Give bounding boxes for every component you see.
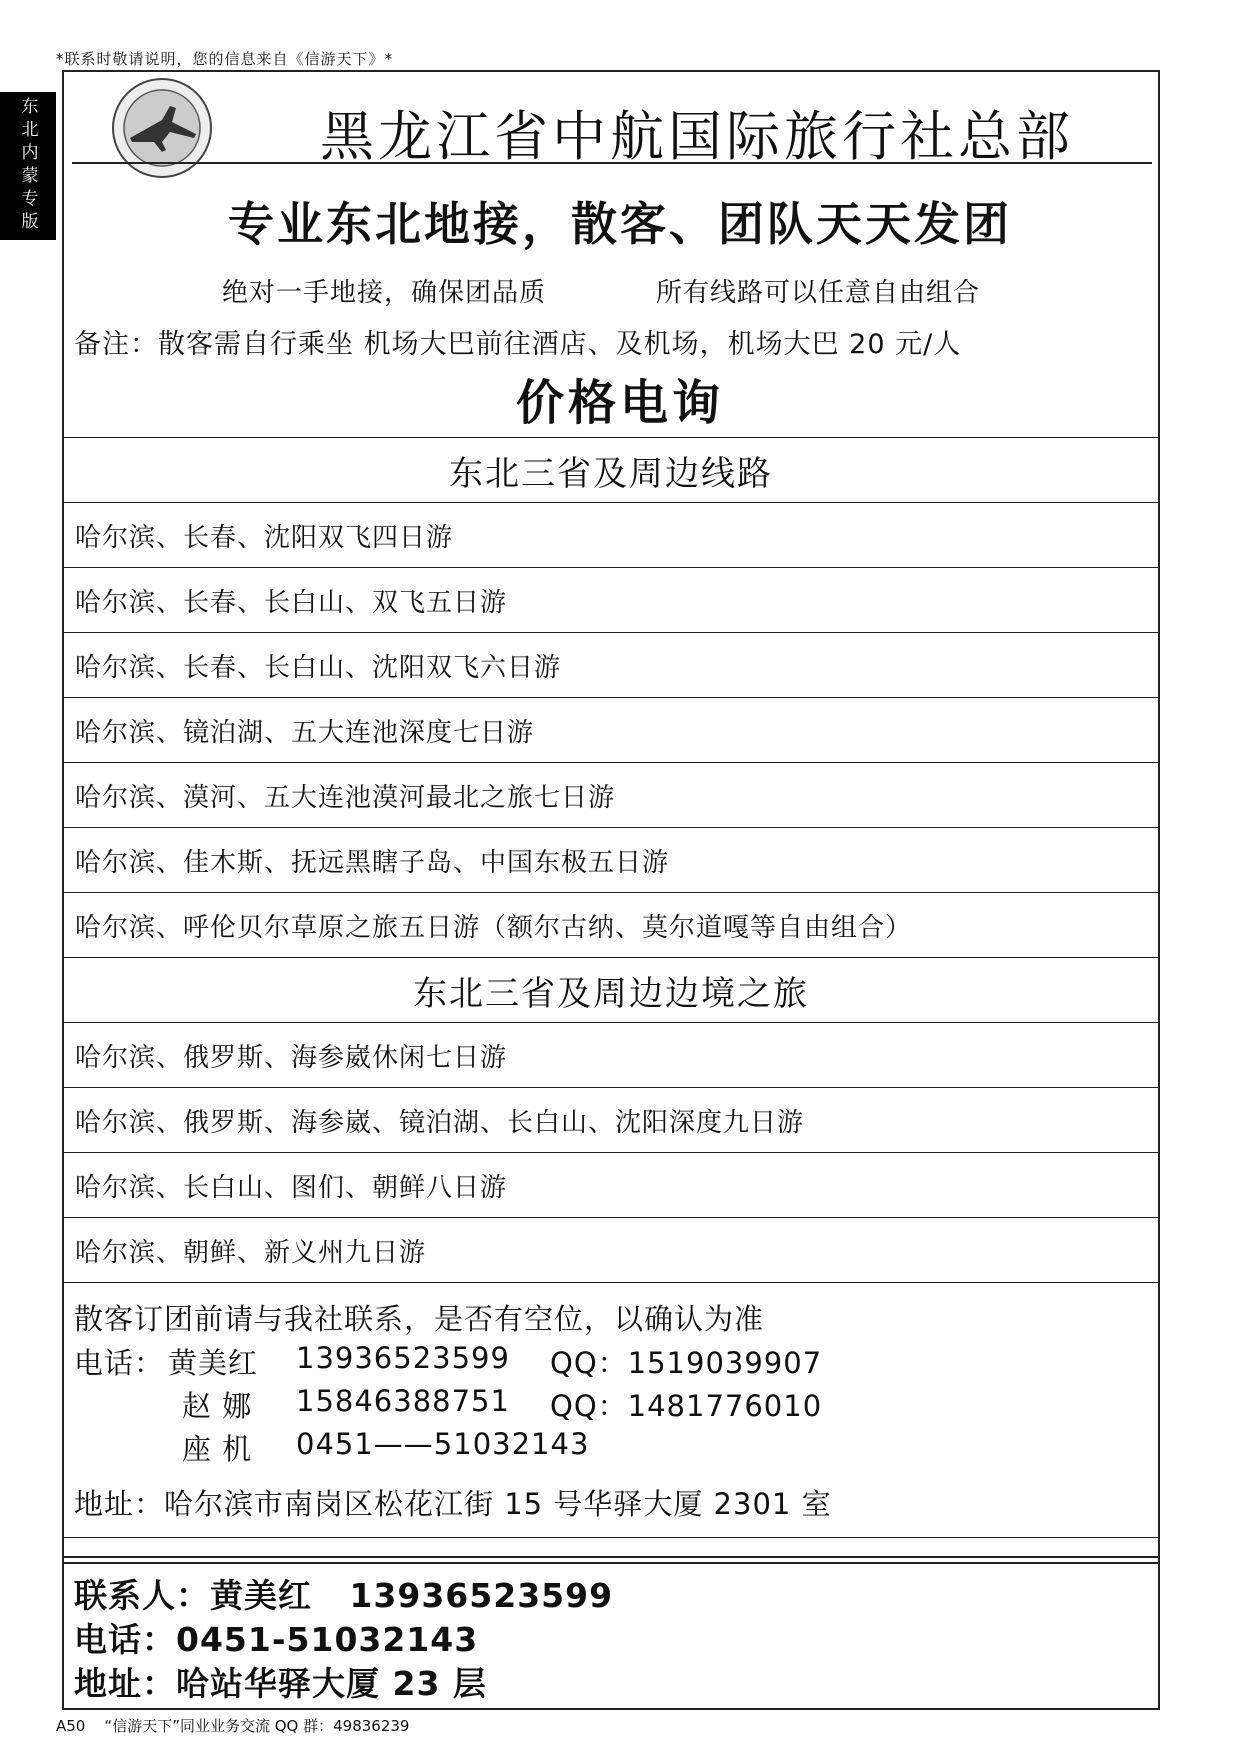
route-item: 哈尔滨、俄罗斯、海参崴、镜泊湖、长白山、沈阳深度九日游 [63,1088,1160,1153]
contact-qq: QQ：1519039907 [550,1346,823,1380]
route-item: 哈尔滨、佳木斯、抚远黑瞎子岛、中国东极五日游 [63,828,1160,893]
booking-note: 散客订团前请与我社联系，是否有空位，以确认为准 [74,1302,765,1336]
route-item: 哈尔滨、漠河、五大连池漠河最北之旅七日游 [63,763,1160,828]
contact-name: 座 机 [182,1432,253,1466]
route-item: 哈尔滨、镜泊湖、五大连池深度七日游 [63,698,1160,763]
contact-name: 黄美红 [168,1346,259,1380]
contact-phone: 0451——51032143 [296,1427,590,1461]
route-item: 哈尔滨、俄罗斯、海参崴休闲七日游 [63,1023,1160,1088]
contact-phone: 13936523599 [296,1341,510,1375]
contact-phone: 15846388751 [296,1384,510,1418]
office-address: 地址：哈尔滨市南岗区松花江街 15 号华驿大厦 2301 室 [74,1487,832,1521]
agency-name: 黑龙江省中航国际旅行社总部 [320,105,1074,168]
route-item: 哈尔滨、朝鲜、新义州九日游 [63,1218,1160,1283]
section-title-border: 东北三省及周边边境之旅 [63,958,1160,1023]
remark-note: 备注：散客需自行乘坐 机场大巴前往酒店、及机场，机场大巴 20 元/人 [74,329,962,360]
edition-tab-label: 东北内蒙专版 [17,97,38,235]
contact-qq: QQ：1481776010 [550,1389,823,1423]
routes-table [62,437,1160,1283]
summary-address: 地址：哈站华驿大厦 23 层 [74,1664,487,1703]
route-item: 哈尔滨、长春、长白山、双飞五日游 [63,568,1160,633]
route-item: 哈尔滨、长春、长白山、沈阳双飞六日游 [63,633,1160,698]
agency-logo-icon [110,76,214,180]
tagline-quality: 绝对一手地接，确保团品质 [222,278,547,308]
header-divider [72,162,1152,164]
route-item: 哈尔滨、呼伦贝尔草原之旅五日游（额尔古纳、莫尔道嘎等自由组合） [63,893,1160,958]
price-inquiry: 价格电询 [515,375,724,431]
source-note: *联系时敬请说明，您的信息来自《信游天下》* [56,50,394,68]
summary-phone: 电话：0451-51032143 [74,1620,479,1659]
route-item: 哈尔滨、长春、沈阳双飞四日游 [63,503,1160,568]
phone-label: 电话： [74,1346,165,1380]
slogan: 专业东北地接，散客、团队天天发团 [228,197,1012,251]
double-rule-bottom [62,1562,1160,1564]
route-item: 哈尔滨、长白山、图们、朝鲜八日游 [63,1153,1160,1218]
double-rule-top [62,1556,1160,1558]
section-title-routes: 东北三省及周边线路 [63,438,1160,503]
tagline-combination: 所有线路可以任意自由组合 [656,278,981,308]
contact-name: 赵 娜 [182,1389,253,1423]
page-footer: A50 “信游天下”同业业务交流 QQ 群：49836239 [56,1717,410,1735]
summary-contact: 联系人：黄美红 13936523599 [74,1576,614,1615]
